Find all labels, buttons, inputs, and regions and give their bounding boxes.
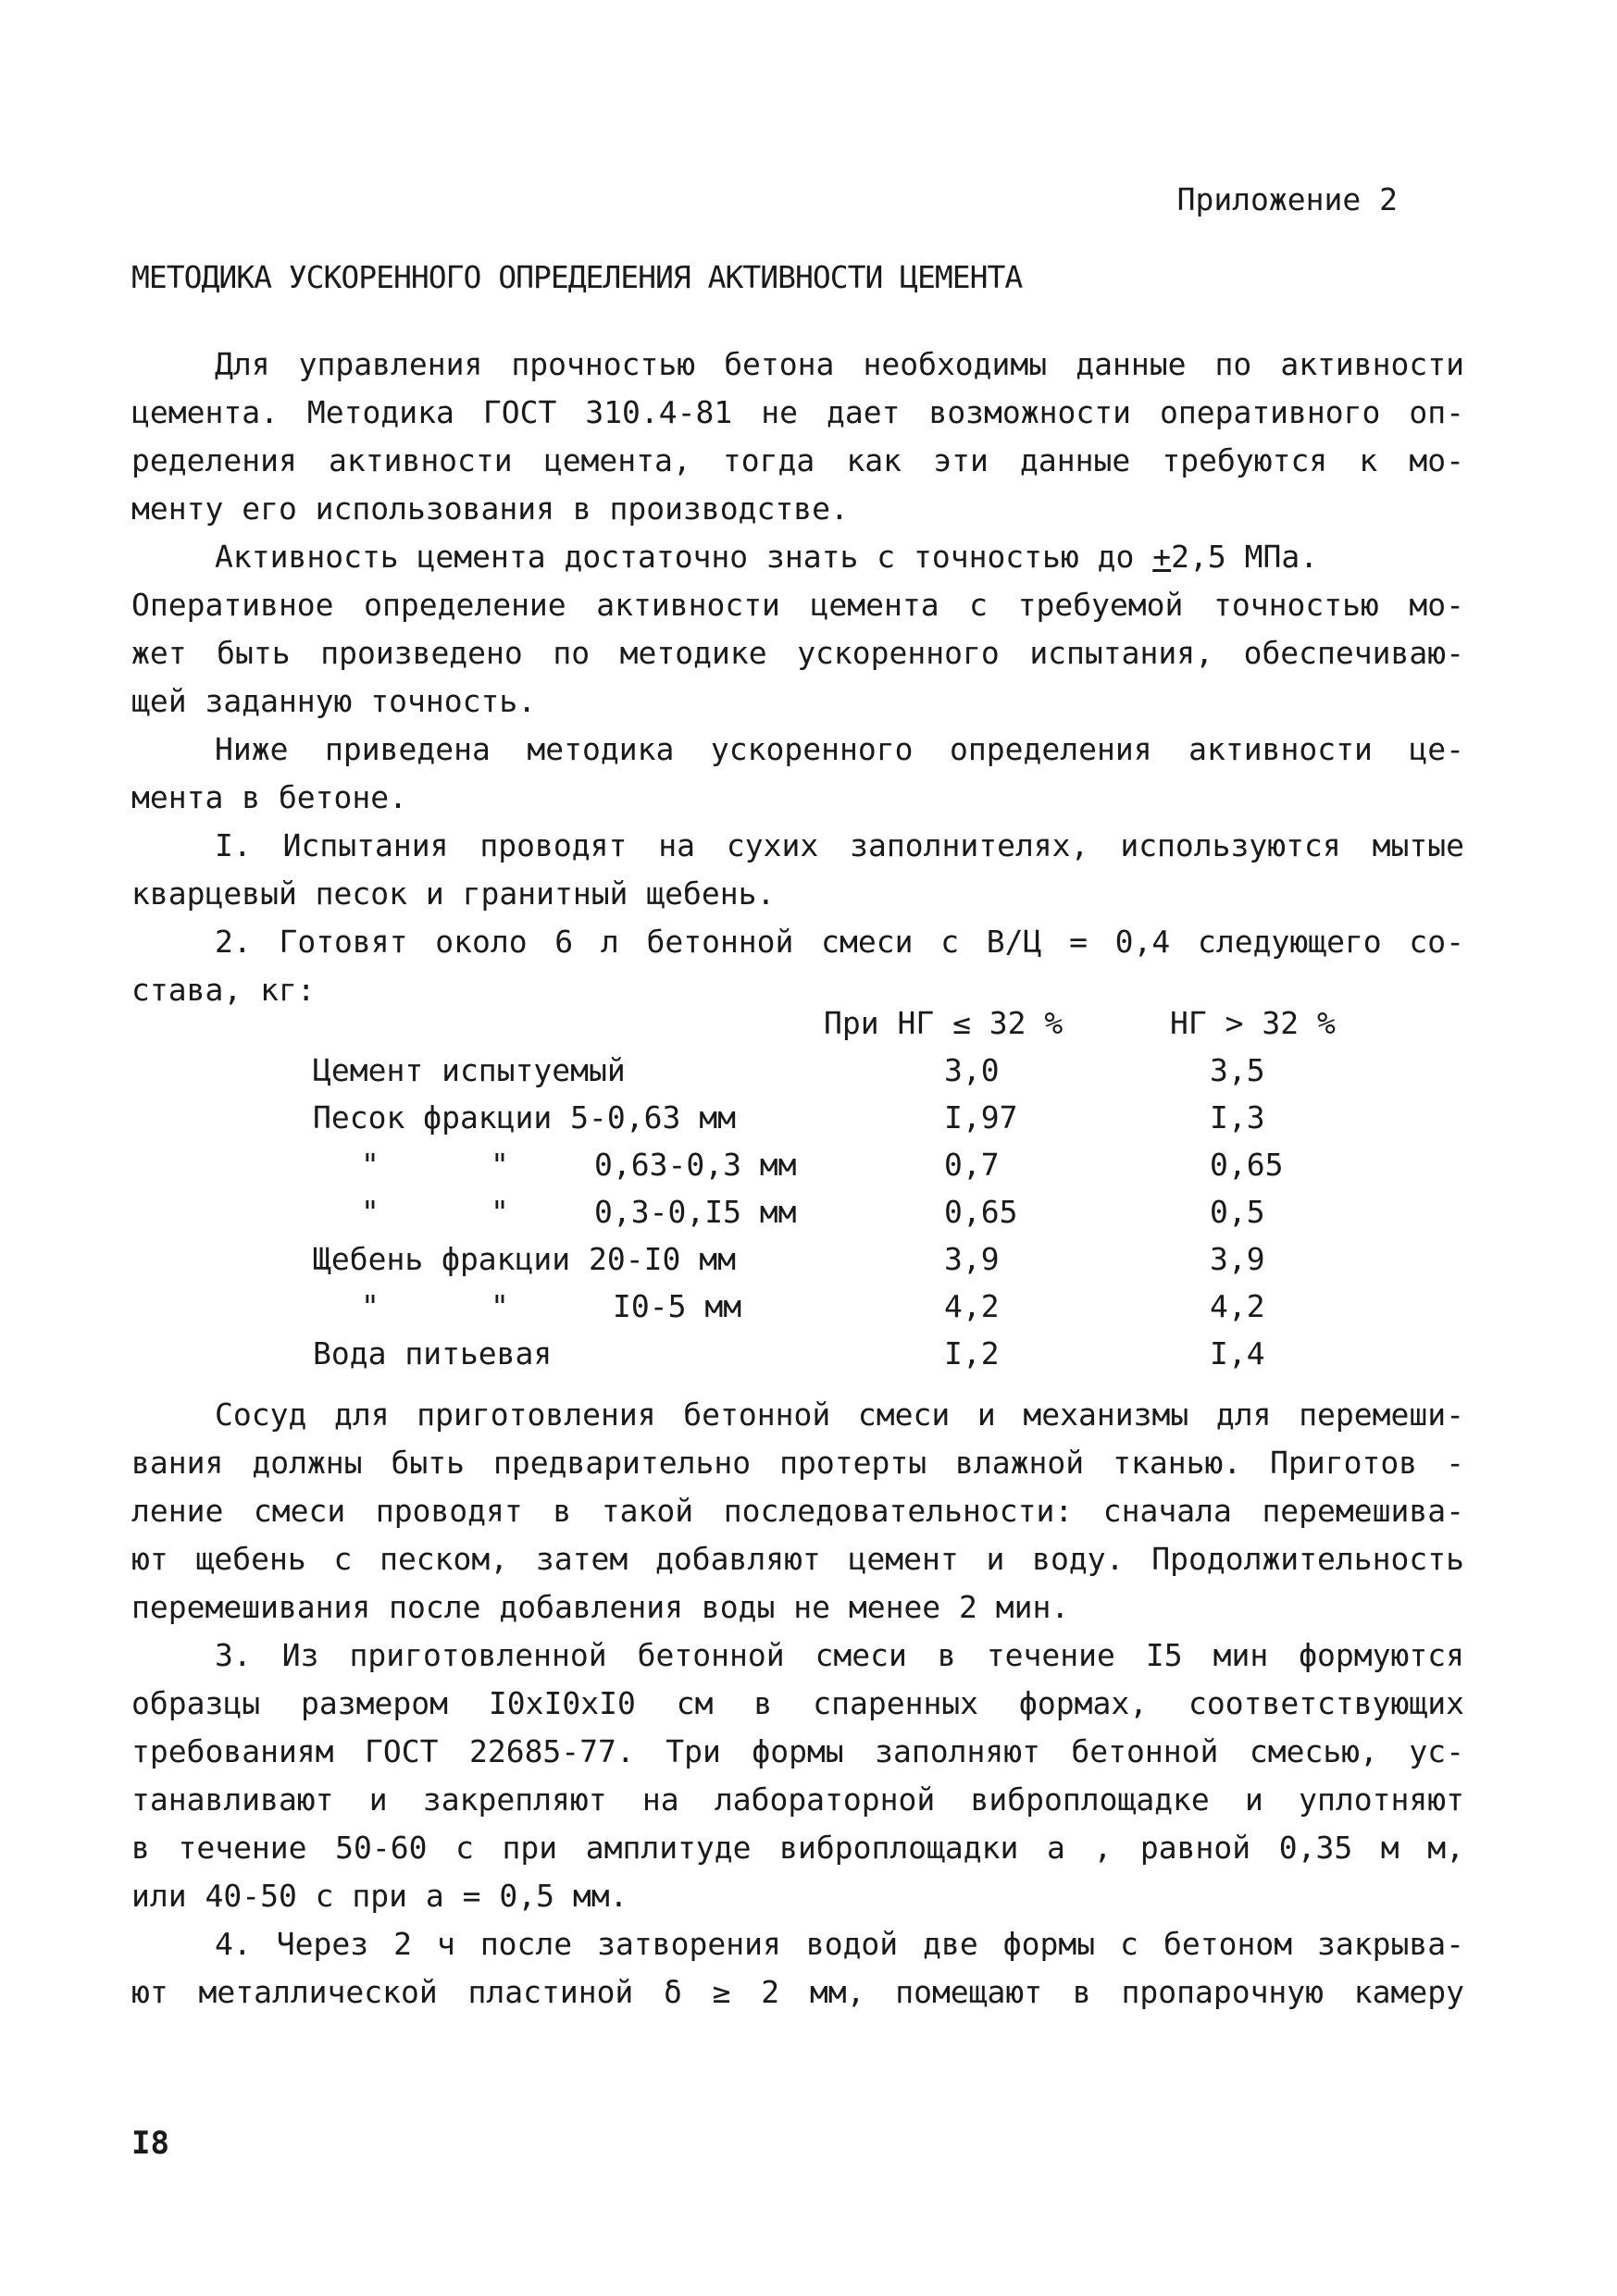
- page-title: МЕТОДИКА УСКОРЕННОГО ОПРЕДЕЛЕНИЯ АКТИВНОСТИ ЦЕМЕНТА: [131, 259, 1023, 295]
- item-1-line: I. Испытания проводят на сухих заполнителях, используются мытые: [215, 827, 1464, 863]
- accuracy-value: 2,5 МПа.: [1171, 539, 1319, 575]
- vessel-line: вания должны быть предварительно протерты влажной тканью. Приготов -: [131, 1445, 1464, 1481]
- component-name: Песок фракции 5-0,63 мм: [313, 1099, 736, 1136]
- method-line: Ниже приведена методика ускоренного определения активности це-: [215, 731, 1464, 767]
- component-name: Щебень фракции 20-I0 мм: [313, 1241, 736, 1277]
- accuracy-text: Активность цемента достаточно знать с точностью до: [215, 539, 1153, 575]
- item-3-line: 3. Из приготовленной бетонной смеси в течение I5 мин формуются: [215, 1637, 1464, 1673]
- item-3-line: в течение 50-60 с при амплитуде виброплощадки a , равной 0,35 м м,: [131, 1830, 1464, 1866]
- column-header-ng-high: НГ > 32 %: [1170, 1005, 1336, 1041]
- component-name: Вода питьевая: [313, 1335, 553, 1371]
- ditto-mark: ": [361, 1288, 379, 1324]
- plus-minus-sign: +: [1152, 539, 1172, 575]
- text-body-continued: [131, 1391, 1464, 2017]
- ditto-mark: ": [361, 1147, 379, 1183]
- text-body: [131, 341, 1464, 1014]
- item-1-line: кварцевый песок и гранитный щебень.: [131, 875, 776, 912]
- value-ng-high: I,4: [1210, 1335, 1265, 1371]
- value-ng-low: I,97: [944, 1099, 1018, 1136]
- value-ng-high: 0,65: [1210, 1147, 1284, 1183]
- vessel-line: перемешивания после добавления воды не менее 2 мин.: [131, 1589, 1070, 1625]
- value-ng-high: 0,5: [1210, 1194, 1265, 1230]
- value-ng-low: I,2: [944, 1335, 1000, 1371]
- intro-line: цемента. Методика ГОСТ 310.4-81 не дает возможности оперативного оп-: [131, 394, 1464, 430]
- item-3-line: или 40-50 с при a = 0,5 мм.: [131, 1878, 628, 1914]
- mix-composition-table: [131, 999, 1464, 1377]
- table-header: [131, 999, 1464, 1047]
- item-3-line: образцы размером I0xI0xI0 см в спаренных формах, соответствующих: [131, 1685, 1464, 1721]
- value-ng-low: 3,0: [944, 1052, 1000, 1088]
- item-4-line: ют металлической пластиной δ ≥ 2 мм, помещают в пропарочную камеру: [131, 1974, 1464, 2010]
- value-ng-high: 3,5: [1210, 1052, 1265, 1088]
- item-3-line: требованиям ГОСТ 22685-77. Три формы заполняют бетонной смесью, ус-: [131, 1733, 1464, 1769]
- intro-line: Для управления прочностью бетона необходимы данные по активности: [215, 346, 1464, 382]
- fraction-size: 0,3-0,I5 мм: [594, 1194, 797, 1230]
- ditto-mark: ": [361, 1194, 379, 1230]
- table-row: [131, 1047, 1464, 1094]
- value-ng-low: 0,65: [944, 1194, 1018, 1230]
- appendix-label: Приложение 2: [1176, 181, 1398, 217]
- value-ng-high: 3,9: [1210, 1241, 1265, 1277]
- vessel-line: ют щебень с песком, затем добавляют цемент и воду. Продолжительность: [131, 1541, 1464, 1577]
- value-ng-low: 3,9: [944, 1241, 1000, 1277]
- item-4-line: 4. Через 2 ч после затворения водой две формы с бетоном закрыва-: [215, 1926, 1464, 1962]
- page-number: I8: [131, 2125, 169, 2162]
- table-row: [131, 1094, 1464, 1141]
- table-row: [131, 1330, 1464, 1377]
- column-header-ng-low: При НГ ≤ 32 %: [824, 1005, 1063, 1041]
- accuracy-line: щей заданную точность.: [131, 683, 537, 719]
- vessel-line: ление смеси проводят в такой последовательности: сначала перемешива-: [131, 1493, 1464, 1529]
- accuracy-line: жет быть произведено по методике ускоренного испытания, обеспечиваю-: [131, 635, 1464, 671]
- table-row: [131, 1141, 1464, 1188]
- fraction-size: I0-5 мм: [613, 1288, 742, 1324]
- table-row: [131, 1188, 1464, 1235]
- accuracy-line: Оперативное определение активности цемента с требуемой точностью мо-: [131, 587, 1464, 623]
- table-row: [131, 1235, 1464, 1283]
- value-ng-low: 4,2: [944, 1288, 1000, 1324]
- ditto-mark: ": [491, 1288, 509, 1324]
- value-ng-high: I,3: [1210, 1099, 1265, 1136]
- method-line: мента в бетоне.: [131, 779, 408, 815]
- intro-line: ределения активности цемента, тогда как эти данные требуются к мо-: [131, 442, 1464, 478]
- table-row: [131, 1283, 1464, 1330]
- item-2-line: 2. Готовят около 6 л бетонной смеси с В/Ц = 0,4 следующего со-: [215, 924, 1464, 960]
- value-ng-low: 0,7: [944, 1147, 1000, 1183]
- accuracy-line: [131, 533, 1464, 581]
- item-2-line: става, кг:: [131, 972, 316, 1008]
- value-ng-high: 4,2: [1210, 1288, 1265, 1324]
- ditto-mark: ": [491, 1147, 509, 1183]
- component-name: Цемент испытуемый: [313, 1052, 626, 1088]
- vessel-line: Сосуд для приготовления бетонной смеси и механизмы для перемеши-: [215, 1396, 1464, 1433]
- item-3-line: танавливают и закрепляют на лабораторной виброплощадке и уплотняют: [131, 1781, 1464, 1818]
- ditto-mark: ": [491, 1194, 509, 1230]
- intro-line: менту его использования в производстве.: [131, 490, 849, 527]
- fraction-size: 0,63-0,3 мм: [594, 1147, 797, 1183]
